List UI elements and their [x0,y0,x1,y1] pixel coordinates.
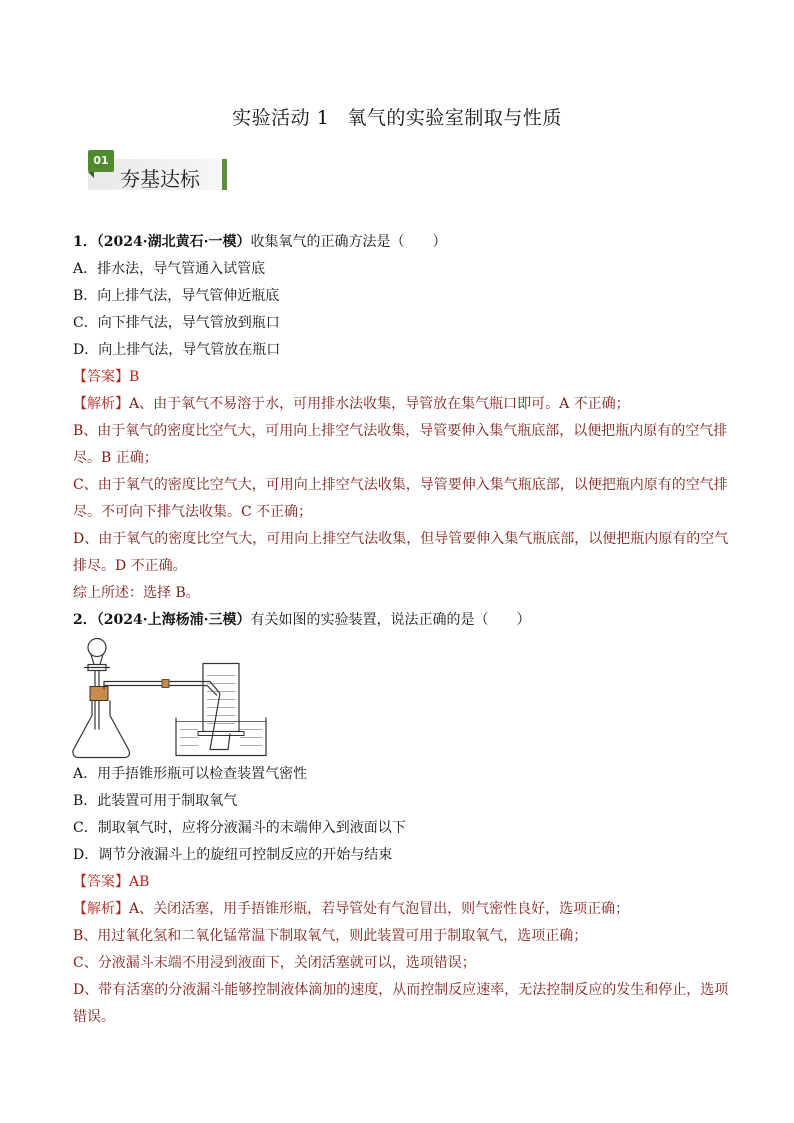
page-title [0,103,794,130]
q1-analysis-line: B、由于氧气的密度比空气大，可用向上排空气法收集，导管要伸入集气瓶底部，以便把瓶内原有的空气排 [73,423,728,439]
q1-option-d: D．向上排气法，导气管放在瓶口 [73,342,281,358]
section-label: 夯基达标 [120,167,200,191]
answer-tag: 【答案】 [73,874,129,890]
q2-option-a: A．用手捂锥形瓶可以检查装置气密性 [73,766,308,782]
q2-option-b: B．此装置可用于制取氧气 [73,793,238,809]
q1-analysis-line: 排尽。D 不正确。 [73,558,187,574]
q1-analysis-line: D、由于氧气的密度比空气大，可用向上排空气法收集，但导管要伸入集气瓶底部，以便把瓶内原有的空气 [73,531,729,547]
section-header [82,150,232,192]
q1-option-a: A．排水法，导气管通入试管底 [73,261,266,277]
apparatus-diagram [70,630,270,775]
rubber-tube [162,680,169,688]
question-source: （2024·湖北黄石·一模） [96,234,251,250]
separatory-funnel [84,639,110,730]
q2-analysis-line: C、分液漏斗末端不用浸到液面下，关闭活塞就可以，选项错误； [73,955,476,971]
question-number: 2． [73,612,97,628]
q1-option-c: C．向下排气法，导气管放到瓶口 [73,315,280,331]
page-title-part1: 实验活动 1 [232,107,330,129]
answer-value: AB [129,874,150,890]
q2-analysis-line: 【解析】A、关闭活塞，用手捂锥形瓶，若导管处有气泡冒出，则气密性良好，选项正确； [73,901,630,917]
section-accent-bar [222,159,227,190]
q2-analysis-line: B、用过氧化氢和二氧化锰常温下制取氧气，则此装置可用于制取氧气，选项正确； [73,928,588,944]
answer-value: B [129,369,140,385]
answer-tag: 【答案】 [73,369,129,385]
q2-option-c: C．制取氧气时，应将分液漏斗的末端伸入到液面以下 [73,820,406,836]
q1-analysis-line: C、由于氧气的密度比空气大，可用向上排空气法收集，导管要伸入集气瓶底部，以便把瓶内原有的空气排 [73,477,728,493]
question-text: 收集氧气的正确方法是（ ） [250,234,447,250]
question-1-stem [73,233,446,251]
q2-option-d: D．调节分液漏斗上的旋纽可控制反应的开始与结束 [73,847,393,863]
question-source: （2024·上海杨浦·三模） [96,612,251,628]
q2-answer [73,873,149,891]
analysis-tag: 【解析】 [73,901,129,917]
q1-analysis-line: 综上所述：选择 B。 [73,585,200,601]
question-2-stem [73,611,530,629]
q1-analysis-line: 尽。B 正确； [73,450,158,466]
analysis-tag: 【解析】 [73,396,129,412]
gas-collecting-bottle [198,664,244,736]
q1-analysis-line: 【解析】A、由于氧气不易溶于水，可用排水法收集，导管放在集气瓶口即可。A 不正确； [73,396,630,412]
q1-analysis-line: 尽。不可向下排气法收集。C 不正确； [73,504,313,520]
question-number: 1． [73,234,97,250]
q1-answer [73,368,139,386]
q2-analysis-line: 错误。 [73,1009,115,1025]
rubber-stopper [90,687,108,701]
conical-flask [73,701,130,758]
question-text: 有关如图的实验装置，说法正确的是（ ） [250,612,531,628]
page-title-part2: 氧气的实验室制取与性质 [347,107,562,129]
q1-option-b: B．向上排气法，导气管伸近瓶底 [73,288,280,304]
section-number-badge: 01 [88,150,114,172]
q2-analysis-line: D、带有活塞的分液漏斗能够控制液体滴加的速度，从而控制反应速率，无法控制反应的发生和停止，选项 [73,982,729,998]
